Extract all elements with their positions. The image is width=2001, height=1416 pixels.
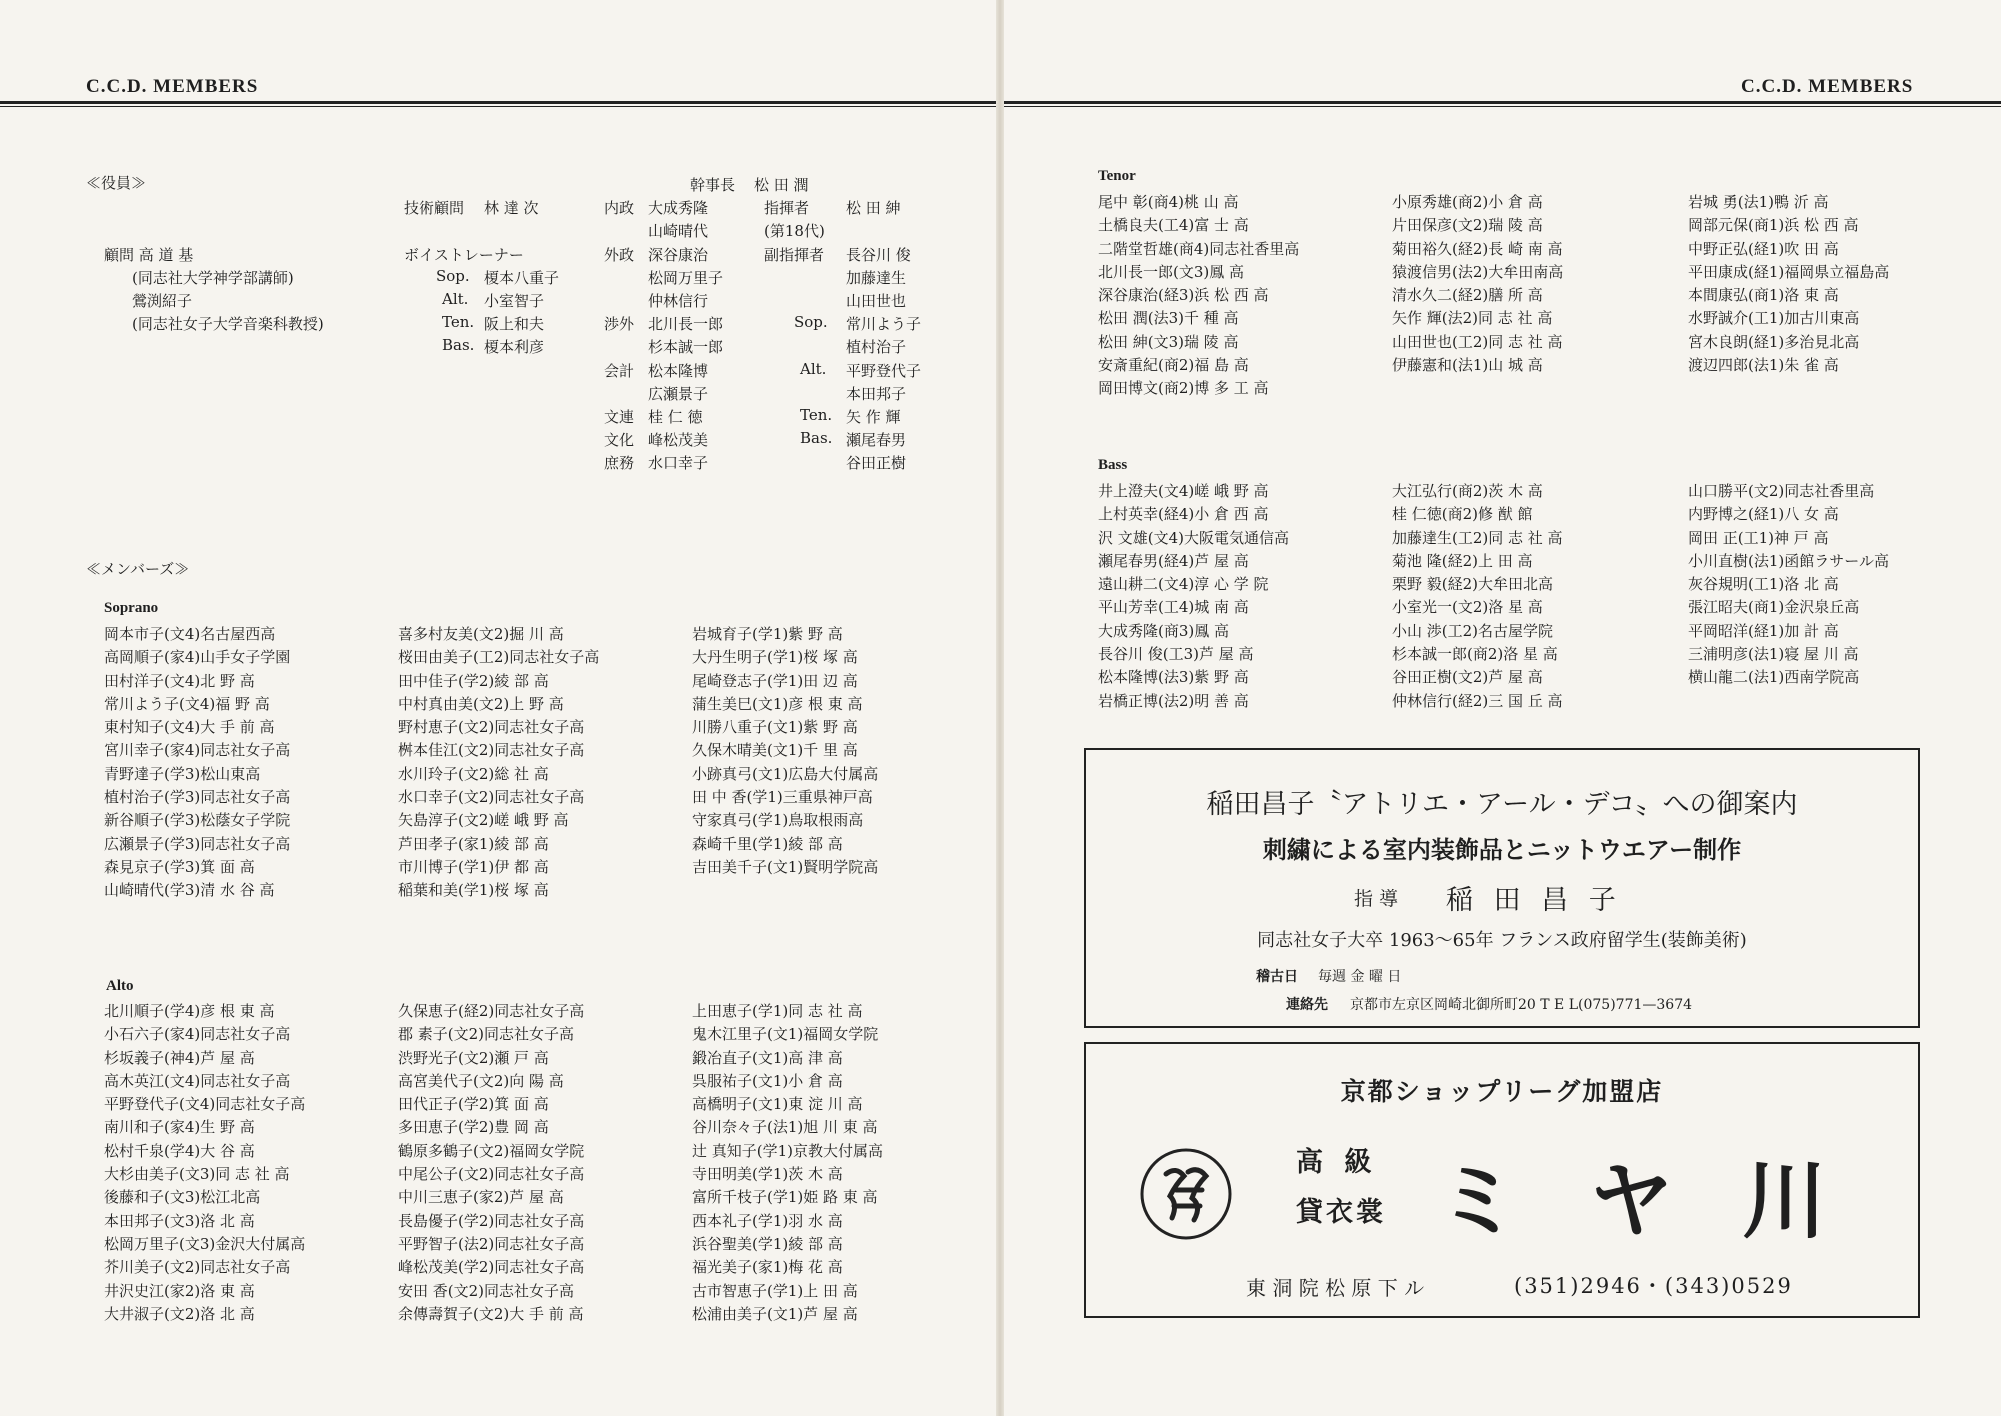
officer-cell: 仲林信行 <box>648 292 709 310</box>
bass-member: 松本隆博(法3)紫 野 高 <box>1098 668 1249 687</box>
bass-member: 沢 文雄(文4)大阪電気通信高 <box>1098 528 1290 547</box>
contact-label: 連絡先 <box>1286 997 1328 1013</box>
alto-member: 浜谷聖美(学1)綾 部 高 <box>692 1234 843 1253</box>
soprano-member: 久保木晴美(文1)千 里 高 <box>692 741 858 760</box>
alto-member: 鬼木江里子(文1)福岡女学院 <box>692 1025 879 1044</box>
alto-member: 高橋明子(文1)東 淀 川 高 <box>692 1095 863 1114</box>
alto-member: 多田恵子(学2)豊 岡 高 <box>398 1118 549 1137</box>
soprano-member: 田村洋子(文4)北 野 高 <box>104 671 255 690</box>
alto-member: 富所千枝子(学1)姫 路 東 高 <box>692 1188 878 1207</box>
atelier-profile: 同志社女子大卒 1963〜65年 フランス政府留学生(装飾美術) <box>1257 930 1747 951</box>
tenor-member: 中野正弘(経1)吹 田 高 <box>1688 239 1839 258</box>
tenor-member: 土橋良夫(工4)富 士 高 <box>1098 216 1249 235</box>
bass-member: 上村英幸(経4)小 倉 西 高 <box>1098 505 1269 524</box>
guidance-label: 指 導 <box>1354 888 1399 910</box>
officer-cell: 庶務 <box>604 454 635 473</box>
alto-member: 高木英江(文4)同志社女子高 <box>104 1071 291 1090</box>
soprano-column-1 <box>104 623 290 903</box>
soprano-member: 水口幸子(文2)同志社女子高 <box>398 788 585 807</box>
alto-member: 芥川美子(文2)同志社女子高 <box>104 1258 291 1277</box>
officer-cell: 鶯渕紹子 <box>132 292 193 310</box>
tenor-member: 山田世也(工2)同 志 社 高 <box>1392 332 1563 351</box>
officer-cell: 植村治子 <box>846 338 907 357</box>
officer-cell: 広瀬景子 <box>648 384 709 403</box>
officer-cell: 文連 <box>604 408 635 426</box>
bass-member: 仲林信行(経2)三 国 丘 高 <box>1392 691 1563 710</box>
bass-column-2 <box>1392 480 1563 713</box>
atelier-ad-subtitle: 刺繍による室内装飾品とニットウエアー制作 <box>1262 836 1742 864</box>
officer-cell: 峰松茂美 <box>648 431 709 450</box>
officer-cell: 平野登代子 <box>846 361 922 380</box>
bass-member: 杉本誠一郎(商2)洛 星 高 <box>1392 645 1558 664</box>
soprano-member: 青野達子(学3)松山東高 <box>104 764 261 783</box>
bass-column-3 <box>1688 480 1889 690</box>
bass-member: 三浦明彦(法1)寝 屋 川 高 <box>1688 645 1859 664</box>
alto-member: 中尾公子(文2)同志社女子高 <box>398 1165 585 1184</box>
bass-member: 内野博之(経1)八 女 高 <box>1688 505 1839 524</box>
officer-cell: 文化 <box>604 431 635 450</box>
alto-member: 井沢史江(家2)洛 東 高 <box>104 1281 255 1300</box>
alto-member: 辻 真知子(学1)京教大付属高 <box>692 1141 884 1160</box>
officer-cell: 山田世也 <box>846 292 907 310</box>
officer-cell: Ten. <box>442 313 475 332</box>
soprano-member: 森崎千里(学1)綾 部 高 <box>692 834 843 853</box>
bass-member: 張江昭夫(商1)金沢泉丘高 <box>1688 598 1860 617</box>
bass-member: 加藤達生(工2)同 志 社 高 <box>1392 528 1563 547</box>
atelier-ad-title: 稲田昌子〝アトリエ・アール・デコ〟への御案内 <box>1206 789 1798 820</box>
alto-member: 久保恵子(経2)同志社女子高 <box>398 1002 585 1020</box>
tenor-member: 岩城 勇(法1)鴨 沂 高 <box>1688 193 1829 211</box>
soprano-member: 小跡真弓(文1)広島大付属高 <box>692 764 879 783</box>
bass-member: 大江弘行(商2)茨 木 高 <box>1392 482 1543 500</box>
officer-cell: 渉外 <box>604 315 635 334</box>
tenor-member: 松田 潤(法3)千 種 高 <box>1098 309 1239 328</box>
atelier-ad <box>1084 748 1920 1028</box>
tenor-member: 岡田博文(商2)博 多 工 高 <box>1098 379 1269 398</box>
officer-cell: 松岡万里子 <box>648 268 724 287</box>
alto-member: 大井淑子(文2)洛 北 高 <box>104 1304 255 1323</box>
alto-member: 渋野光子(文2)瀬 戸 高 <box>398 1048 549 1067</box>
alto-member: 余傳壽賀子(文2)大 手 前 高 <box>398 1304 584 1323</box>
officers-heading: ≪役員≫ <box>86 174 147 192</box>
alto-member: 西本礼子(学1)羽 水 高 <box>692 1211 843 1230</box>
soprano-member: 宮川幸子(家4)同志社女子高 <box>104 741 291 760</box>
soprano-member: 田中佳子(学2)綾 部 高 <box>398 671 549 690</box>
officer-cell: 松本隆博 <box>648 361 709 380</box>
bass-member: 井上澄夫(文4)嵯 峨 野 高 <box>1098 482 1269 500</box>
tenor-column-1 <box>1098 191 1299 401</box>
bass-member: 瀬尾春男(経4)芦 屋 高 <box>1098 551 1249 570</box>
soprano-column-2 <box>398 623 599 903</box>
right-header: C.C.D. MEMBERS <box>1741 76 1914 97</box>
tenor-member: 尾中 彰(商4)桃 山 高 <box>1098 193 1239 211</box>
shop-phone: (351)2946・(343)0529 <box>1514 1274 1793 1298</box>
officer-cell: 常川よう子 <box>846 315 922 334</box>
soprano-member: 芦田孝子(家1)綾 部 高 <box>398 834 549 853</box>
schedule-value: 毎週 金 曜 日 <box>1318 969 1402 985</box>
soprano-member: 蒲生美巳(文1)彦 根 東 高 <box>692 694 863 713</box>
left-header-rule-thin <box>0 106 996 107</box>
alto-member: 大杉由美子(文3)同 志 社 高 <box>104 1165 290 1184</box>
officer-cell: 指揮者 <box>764 199 810 218</box>
bass-member: 岡田 正(工1)神 戸 高 <box>1688 528 1829 547</box>
bass-member: 平山芳幸(工4)城 南 高 <box>1098 598 1249 617</box>
tenor-member: 伊藤憲和(法1)山 城 高 <box>1392 356 1543 375</box>
officer-cell: 深谷康治 <box>648 245 709 264</box>
officer-cell: 阪上和夫 <box>484 315 545 334</box>
officer-cell: 桂 仁 徳 <box>648 408 703 426</box>
officer-cell: 松 田 潤 <box>754 176 809 194</box>
officer-cell: ボイストレーナー <box>404 245 524 264</box>
bass-column-1 <box>1098 480 1289 713</box>
soprano-member: 東村知子(文4)大 手 前 高 <box>104 718 275 737</box>
tenor-member: 深谷康治(経3)浜 松 西 高 <box>1098 286 1269 305</box>
contact-value: 京都市左京区岡崎北御所町20 T E L(075)771—3674 <box>1350 997 1693 1013</box>
officer-cell: 小室智子 <box>484 292 545 310</box>
alto-member: 寺田明美(学1)茨 木 高 <box>692 1165 843 1184</box>
alto-column-3 <box>692 1000 883 1326</box>
soprano-member: 尾崎登志子(学1)田 辺 高 <box>692 671 858 690</box>
alto-column-2 <box>398 1000 584 1326</box>
soprano-member: 桝本佳江(文2)同志社女子高 <box>398 741 585 760</box>
officer-cell: (同志社大学神学部講師) <box>132 268 294 287</box>
schedule-label: 稽古日 <box>1256 969 1298 985</box>
soprano-member: 稲葉和美(学1)桜 塚 高 <box>398 881 549 900</box>
soprano-member: 吉田美千子(文1)賢明学院高 <box>692 857 879 876</box>
alto-member: 郡 素子(文2)同志社女子高 <box>398 1025 575 1044</box>
right-header-rule-thin <box>1004 106 2001 107</box>
officer-cell: 瀬尾春男 <box>846 431 907 450</box>
soprano-member: 川勝八重子(文1)紫 野 高 <box>692 718 858 737</box>
bass-member: 長谷川 俊(工3)芦 屋 高 <box>1098 645 1254 664</box>
soprano-member: 市川博子(学1)伊 都 高 <box>398 857 549 876</box>
bass-member: 大成秀隆(商3)鳳 高 <box>1098 621 1230 640</box>
ad-line-high-grade: 高 級 <box>1296 1147 1378 1178</box>
soprano-member: 高岡順子(家4)山手女子学園 <box>104 648 291 667</box>
soprano-member: 常川よう子(文4)福 野 高 <box>104 694 270 713</box>
alto-member: 福光美子(家1)梅 花 高 <box>692 1258 843 1277</box>
alto-member: 本田邦子(文3)洛 北 高 <box>104 1211 255 1230</box>
tenor-member: 岡部元保(商1)浜 松 西 高 <box>1688 216 1859 235</box>
soprano-member: 中村真由美(文2)上 野 高 <box>398 694 564 713</box>
bass-member: 谷田正樹(文2)芦 屋 高 <box>1392 668 1543 687</box>
tenor-member: 北川長一郎(文3)鳳 高 <box>1098 262 1245 281</box>
alto-member: 松岡万里子(文3)金沢大付属高 <box>104 1234 306 1253</box>
officer-cell: Sop. <box>436 266 470 285</box>
soprano-member: 喜多村友美(文2)掘 川 高 <box>398 625 564 643</box>
officer-cell: 会計 <box>604 361 635 380</box>
officer-cell: 幹事長 <box>690 176 736 194</box>
bass-member: 岩橋正博(法2)明 善 高 <box>1098 691 1249 710</box>
tenor-column-3 <box>1688 191 1889 377</box>
soprano-member: 水川玲子(文2)総 社 高 <box>398 764 549 783</box>
bass-member: 栗野 毅(経2)大牟田北高 <box>1392 575 1554 594</box>
soprano-member: 岩城育子(学1)紫 野 高 <box>692 625 843 643</box>
bass-member: 桂 仁徳(商2)修 猷 館 <box>1392 505 1533 524</box>
alto-column-1 <box>104 1000 305 1326</box>
shop-address: 東 洞 院 松 原 下 ル <box>1246 1276 1425 1300</box>
soprano-member: 植村治子(学3)同志社女子高 <box>104 788 291 807</box>
officer-cell: 山崎晴代 <box>648 222 709 241</box>
alto-member: 上田恵子(学1)同 志 社 高 <box>692 1002 863 1020</box>
alto-member: 呉服祐子(文1)小 倉 高 <box>692 1071 843 1090</box>
alto-member: 中川三恵子(家2)芦 屋 高 <box>398 1188 564 1207</box>
officer-cell: 榎本八重子 <box>484 268 560 287</box>
alto-member: 鶴原多鶴子(文2)福岡女学院 <box>398 1141 585 1160</box>
shop-league-header: 京都ショップリーグ加盟店 <box>1340 1077 1664 1106</box>
alto-member: 峰松茂美(学2)同志社女子高 <box>398 1258 585 1277</box>
bass-member: 山口勝平(文2)同志社香里高 <box>1688 482 1875 500</box>
soprano-label: Soprano <box>104 600 159 616</box>
alto-member: 杉坂義子(神4)芦 屋 高 <box>104 1048 255 1067</box>
soprano-member: 守家真弓(学1)鳥取根雨高 <box>692 811 864 830</box>
tenor-member: 小原秀雄(商2)小 倉 高 <box>1392 193 1543 211</box>
officer-cell: Bas. <box>800 429 833 448</box>
soprano-member: 新谷順子(学3)松蔭女子学院 <box>104 811 291 830</box>
bass-member: 小室光一(文2)洛 星 高 <box>1392 598 1543 617</box>
officer-cell: 副指揮者 <box>764 245 825 264</box>
right-header-rule <box>1004 101 2001 104</box>
alto-member: 平野智子(法2)同志社女子高 <box>398 1234 585 1253</box>
officer-cell: 長谷川 俊 <box>846 245 911 264</box>
alto-member: 古市智恵子(学1)上 田 高 <box>692 1281 858 1300</box>
officer-cell: 加藤達生 <box>846 268 907 287</box>
tenor-member: 平田康成(経1)福岡県立福島高 <box>1688 262 1890 281</box>
officer-cell: 谷田正樹 <box>846 454 907 473</box>
officer-cell: 榎本利彦 <box>484 338 545 357</box>
officer-cell: Alt. <box>442 290 469 308</box>
tenor-member: 渡辺四郎(法1)朱 雀 高 <box>1688 356 1839 375</box>
officer-cell: 外政 <box>604 245 635 264</box>
tenor-member: 松田 紳(文3)瑞 陵 高 <box>1098 332 1239 351</box>
alto-member: 平野登代子(文4)同志社女子高 <box>104 1095 306 1114</box>
alto-member: 安田 香(文2)同志社女子高 <box>398 1281 575 1300</box>
officer-cell: 大成秀隆 <box>648 199 709 218</box>
alto-member: 北川順子(学4)彦 根 東 高 <box>104 1002 275 1020</box>
officer-cell: 顧問 高 道 基 <box>104 245 194 264</box>
members-heading: ≪メンバーズ≫ <box>86 560 190 578</box>
alto-label: Alto <box>106 978 134 994</box>
tenor-label: Tenor <box>1098 168 1136 184</box>
tenor-column-2 <box>1392 191 1563 377</box>
alto-member: 後藤和子(文3)松江北高 <box>104 1188 261 1207</box>
alto-member: 谷川奈々子(法1)旭 川 東 高 <box>692 1118 878 1137</box>
bass-member: 小川直樹(法1)函館ラサール高 <box>1688 551 1889 570</box>
soprano-member: 野村恵子(文2)同志社女子高 <box>398 718 585 737</box>
officer-cell: 北川長一郎 <box>648 315 724 334</box>
soprano-member: 矢島淳子(文2)嵯 峨 野 高 <box>398 811 569 830</box>
alto-member: 長島優子(学2)同志社女子高 <box>398 1211 585 1230</box>
tenor-member: 二階堂哲雄(商4)同志社香里高 <box>1098 239 1300 258</box>
tenor-member: 安斎重紀(商2)福 島 高 <box>1098 356 1249 375</box>
officer-cell: 内政 <box>604 199 635 218</box>
bass-label: Bass <box>1098 457 1128 473</box>
soprano-column-3 <box>692 623 878 879</box>
soprano-member: 大丹生明子(学1)桜 塚 高 <box>692 648 858 667</box>
alto-member: 鍛冶直子(文1)高 津 高 <box>692 1048 843 1067</box>
officer-cell: 本田邦子 <box>846 384 907 403</box>
officer-cell: (同志社女子大学音楽科教授) <box>132 315 324 334</box>
officer-cell: Alt. <box>800 359 827 378</box>
officer-cell: 技術顧問 <box>404 199 465 218</box>
alto-member: 小石六子(家4)同志社女子高 <box>104 1025 291 1044</box>
officer-cell: Bas. <box>442 336 475 355</box>
alto-member: 高宮美代子(文2)向 陽 高 <box>398 1071 564 1090</box>
tenor-member: 水野誠介(工1)加古川東高 <box>1688 309 1860 328</box>
soprano-member: 山崎晴代(学3)清 水 谷 高 <box>104 881 275 900</box>
page-gutter <box>996 0 1004 1416</box>
tenor-member: 清水久二(経2)膳 所 高 <box>1392 286 1543 305</box>
miyagawa-ad <box>1084 1042 1920 1318</box>
tenor-member: 菊田裕久(経2)長 崎 南 高 <box>1392 239 1563 258</box>
tenor-member: 片田保彦(文2)瑞 陵 高 <box>1392 216 1543 235</box>
officer-cell: 水口幸子 <box>648 454 709 473</box>
soprano-member: 広瀬景子(学3)同志社女子高 <box>104 834 291 853</box>
bass-member: 平岡昭洋(経1)加 計 高 <box>1688 621 1839 640</box>
alto-member: 田代正子(学2)箕 面 高 <box>398 1095 549 1114</box>
officer-cell: 松 田 紳 <box>846 199 901 218</box>
soprano-member: 岡本市子(文4)名古屋西高 <box>104 625 276 643</box>
shop-logo-icon <box>1136 1144 1236 1244</box>
alto-member: 南川和子(家4)生 野 高 <box>104 1118 255 1137</box>
tenor-member: 宮木良朗(経1)多治見北高 <box>1688 332 1860 351</box>
soprano-member: 森見京子(学3)箕 面 高 <box>104 857 255 876</box>
officer-cell: Ten. <box>800 406 833 424</box>
soprano-member: 桜田由美子(工2)同志社女子高 <box>398 648 600 667</box>
officer-cell: 杉本誠一郎 <box>648 338 724 357</box>
guidance-name: 稲 田 昌 子 <box>1446 885 1622 916</box>
left-header-rule <box>0 101 996 104</box>
shop-name: ミ ヤ 川 <box>1436 1152 1847 1250</box>
tenor-member: 矢作 輝(法2)同 志 社 高 <box>1392 309 1553 328</box>
ad-line-rental: 貸衣裳 <box>1296 1197 1386 1228</box>
bass-member: 小山 渉(工2)名古屋学院 <box>1392 621 1554 640</box>
bass-member: 横山龍二(法1)西南学院高 <box>1688 668 1860 687</box>
bass-member: 灰谷規明(工1)洛 北 高 <box>1688 575 1839 594</box>
soprano-member: 田 中 香(学1)三重県神戸高 <box>692 788 873 807</box>
officer-cell: 林 達 次 <box>484 199 539 218</box>
officer-cell: (第18代) <box>764 222 825 241</box>
tenor-member: 本間康弘(商1)洛 東 高 <box>1688 286 1839 305</box>
tenor-member: 猿渡信男(法2)大牟田南高 <box>1392 262 1564 281</box>
left-header: C.C.D. MEMBERS <box>86 76 259 97</box>
bass-member: 遠山耕二(文4)淳 心 学 院 <box>1098 575 1269 594</box>
alto-member: 松浦由美子(文1)芦 屋 高 <box>692 1304 858 1323</box>
officer-cell: Sop. <box>794 313 828 332</box>
alto-member: 松村千泉(学4)大 谷 高 <box>104 1141 255 1160</box>
officer-cell: 矢 作 輝 <box>846 408 901 426</box>
bass-member: 菊池 隆(経2)上 田 高 <box>1392 551 1533 570</box>
